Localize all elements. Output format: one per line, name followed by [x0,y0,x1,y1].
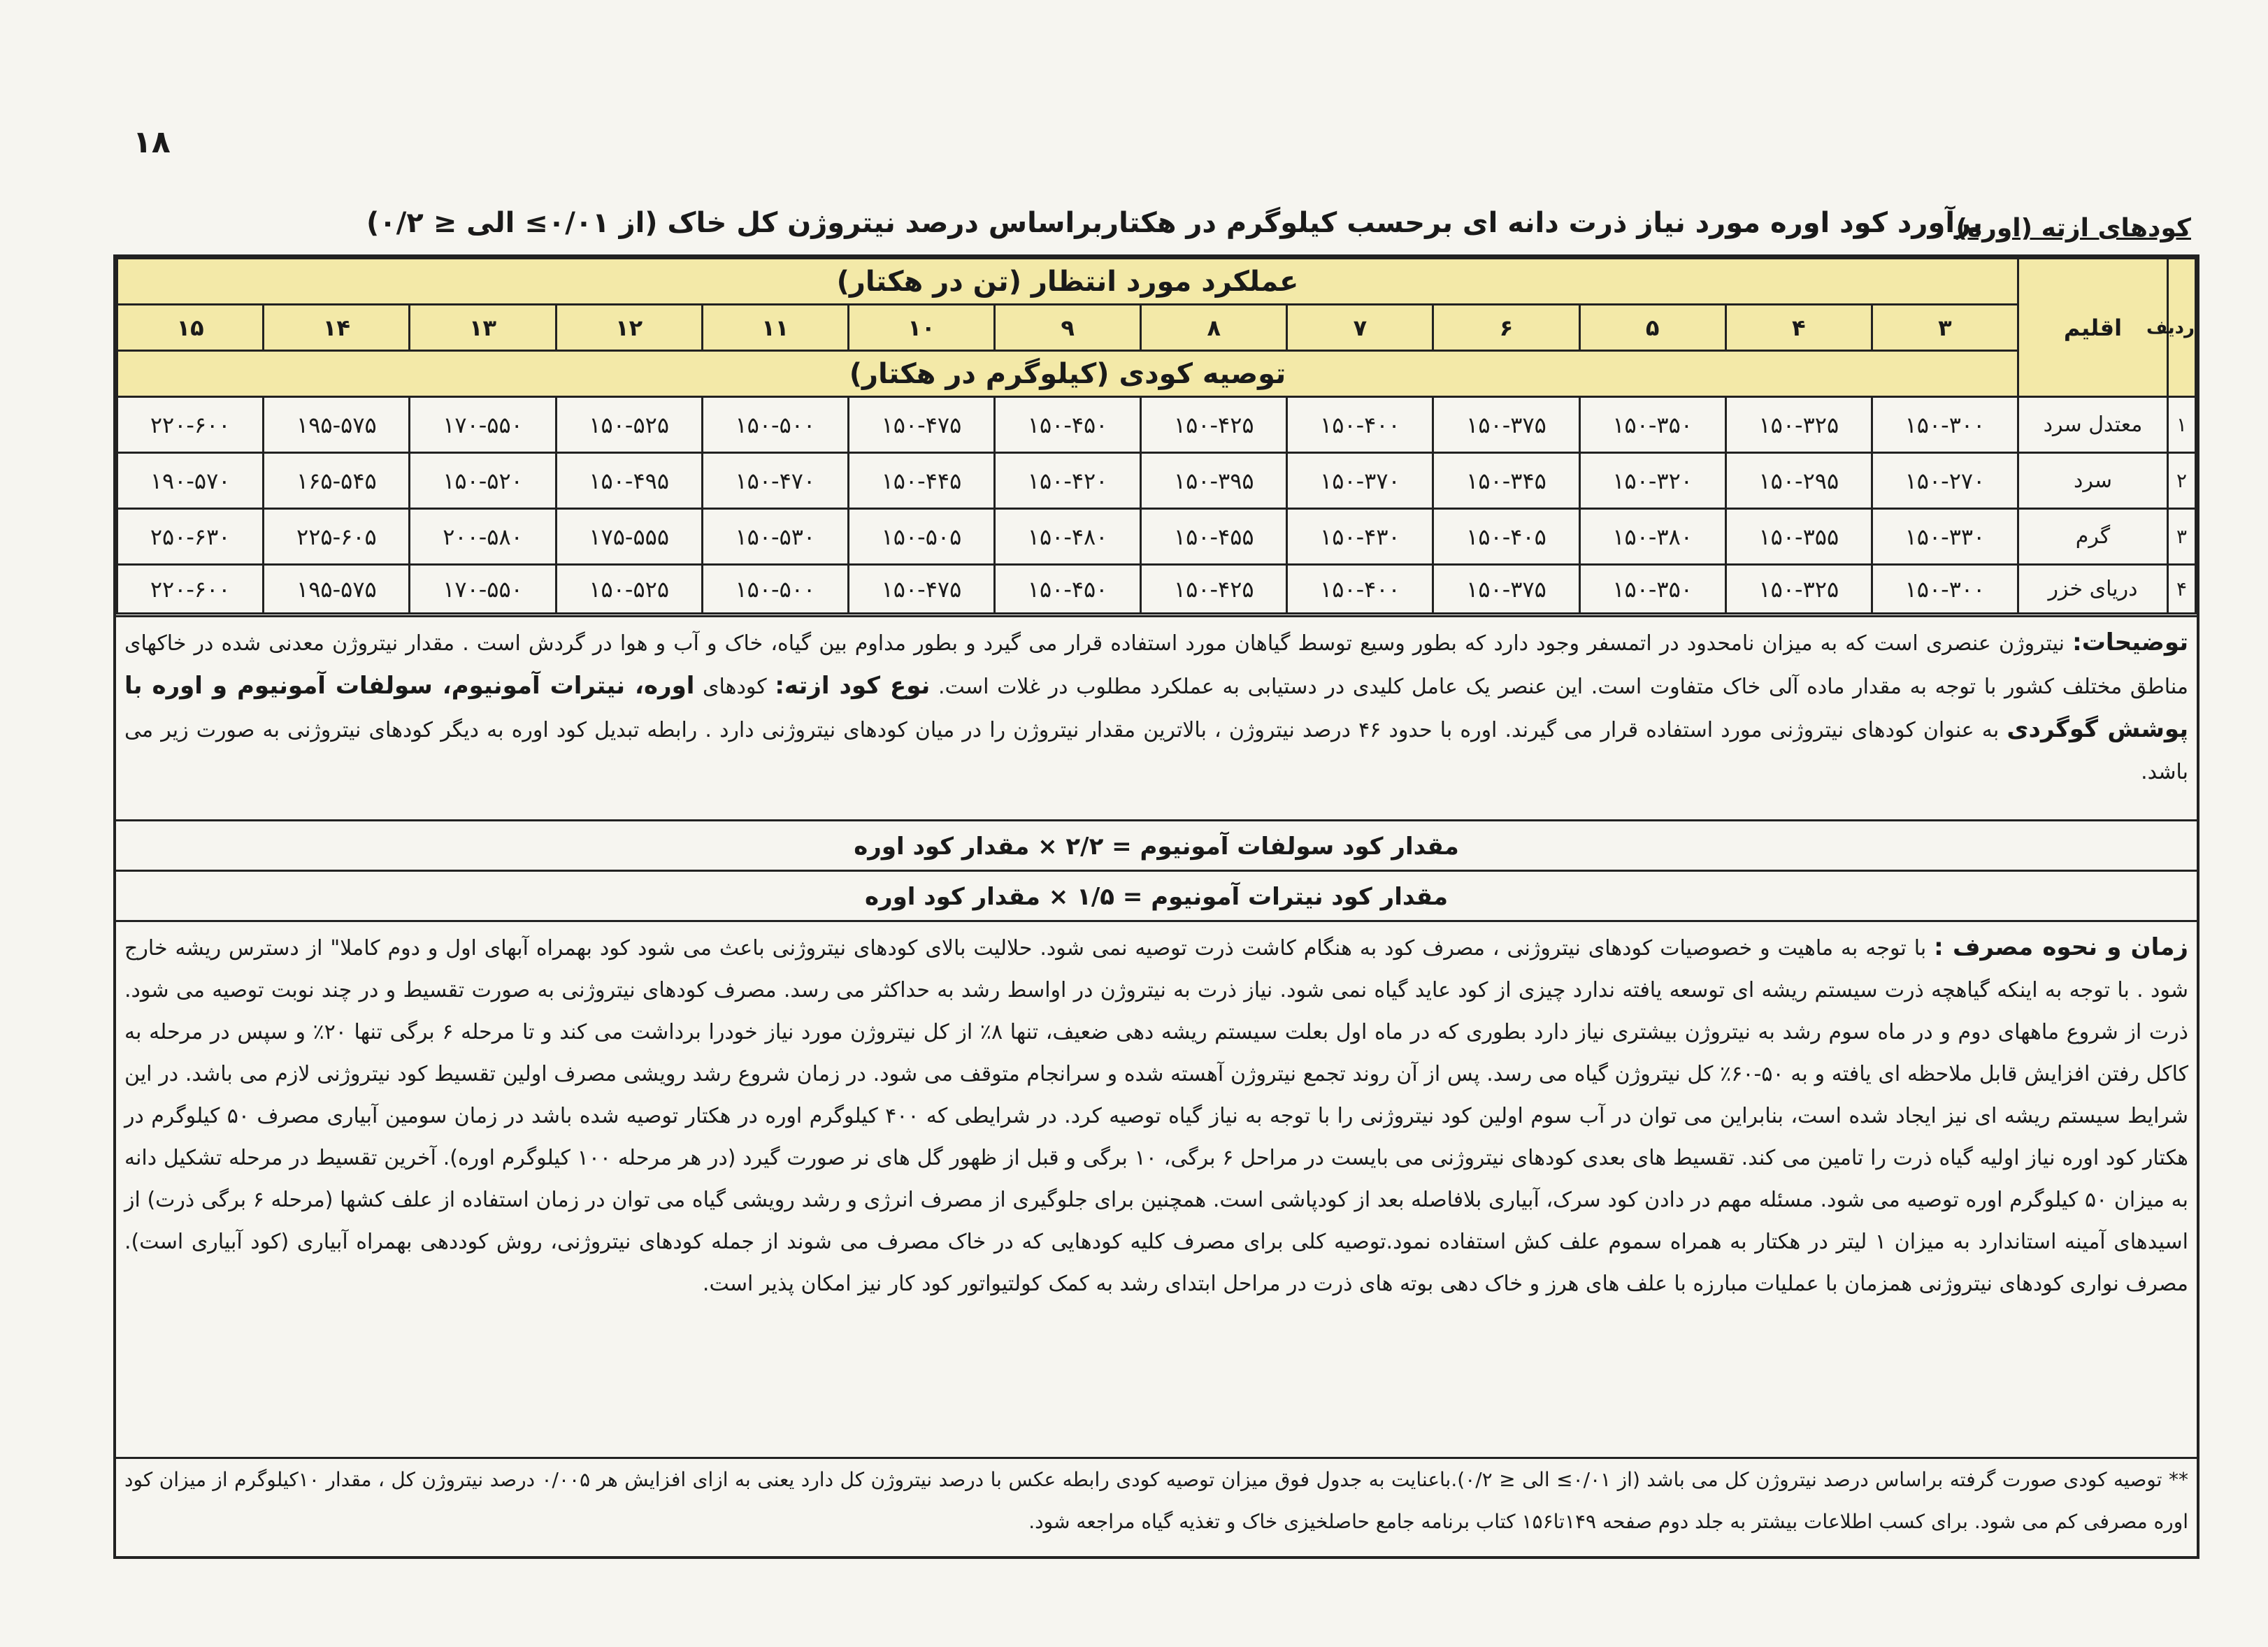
fertilizer-table [116,257,2197,614]
rate-cell: ۱۷۰-۵۵۰ [410,565,556,614]
rate-cell: ۲۲۵-۶۰۵ [264,509,410,565]
rate-cell: ۱۵۰-۴۹۵ [556,453,702,509]
explanations-text-1: نیتروژن عنصری است که به میزان نامحدود در اتمسفر وجود دارد که بطور وسیع توسط گیاهان مورد استفاده قرار می گیرد و بطور مداوم بین گیاه، خاک و آب و هوا در گردش است . مقدار نیتروژن معدنی شده در خاکهای مناطق مختلف کشور با توجه به مقدار ماده آلی خاک متفاوت است. این عنصر یک عامل کلیدی در دستیابی به عملکرد مطلوب در غلات است. [124,631,2188,699]
rate-cell: ۱۵۰-۴۵۰ [995,565,1141,614]
row-number-header: ردیف [2168,259,2196,397]
table-row [117,565,2196,614]
fertilizer-header: توصیه کودی (کیلوگرم در هکتار) [117,351,2018,397]
rate-cell: ۲۰۰-۵۸۰ [410,509,556,565]
explanations-block [116,615,2197,819]
rate-cell: ۱۵۰-۴۵۰ [995,397,1141,453]
rate-cell: ۱۵۰-۳۸۰ [1579,509,1725,565]
rate-cell: ۱۶۵-۵۴۵ [264,453,410,509]
table-row [117,453,2196,509]
rate-cell: ۱۵۰-۴۷۰ [702,453,848,509]
explanations-heading: توضیحات: [2072,628,2188,656]
yield-values-row [117,305,2196,351]
rate-cell: ۱۵۰-۴۲۵ [1141,397,1287,453]
rate-cell: ۱۷۰-۵۵۰ [410,397,556,453]
rate-cell: ۱۵۰-۳۰۰ [1872,565,2018,614]
rate-cell: ۱۵۰-۳۷۵ [1433,565,1579,614]
yield-cell: ۱۱ [702,305,848,351]
yield-cell: ۱۳ [410,305,556,351]
rate-cell: ۱۵۰-۴۷۵ [848,397,994,453]
rate-cell: ۱۵۰-۳۹۵ [1141,453,1287,509]
rate-cell: ۱۹۵-۵۷۵ [264,565,410,614]
timing-heading: زمان و نحوه مصرف : [1934,933,2188,961]
rate-cell: ۱۵۰-۳۵۰ [1579,397,1725,453]
rate-cell: ۱۵۰-۵۰۰ [702,397,848,453]
rate-cell: ۱۵۰-۳۰۰ [1872,397,2018,453]
rate-cell: ۱۵۰-۳۷۰ [1287,453,1433,509]
rate-cell: ۱۵۰-۵۳۰ [702,509,848,565]
fertilizer-types: اوره، نیترات آمونیوم، سولفات آمونیوم و اوره با پوشش گوگردی [124,672,2188,743]
rate-cell: ۱۵۰-۳۲۰ [1579,453,1725,509]
rate-cell: ۱۵۰-۵۲۵ [556,565,702,614]
yield-cell: ۱۰ [848,305,994,351]
region-cell: معتدل سرد [2018,397,2168,453]
row-number: ۲ [2168,453,2196,509]
yield-cell: ۶ [1433,305,1579,351]
rate-cell: ۱۵۰-۳۴۵ [1433,453,1579,509]
rate-cell: ۱۵۰-۴۳۰ [1287,509,1433,565]
region-cell: گرم [2018,509,2168,565]
content-frame [113,254,2199,1559]
rate-cell: ۱۵۰-۲۷۰ [1872,453,2018,509]
fertilizer-type-heading: نوع کود ازته: [775,672,931,700]
rate-cell: ۲۲۰-۶۰۰ [117,565,264,614]
document-title: برآورد کود اوره مورد نیاز ذرت دانه ای برحسب کیلوگرم در هکتاربراساس درصد نیتروژن کل خاک (از ۰/۰۱≥ الی ≤ ۰/۲) [366,207,1983,239]
rate-cell: ۱۹۰-۵۷۰ [117,453,264,509]
rate-cell: ۱۵۰-۲۹۵ [1725,453,1872,509]
rate-cell: ۱۵۰-۳۵۵ [1725,509,1872,565]
page-number: ۱۸ [133,124,171,160]
yield-cell: ۴ [1725,305,1872,351]
row-number: ۳ [2168,509,2196,565]
row-number: ۴ [2168,565,2196,614]
row-number: ۱ [2168,397,2196,453]
yield-cell: ۸ [1141,305,1287,351]
timing-text: با توجه به ماهیت و خصوصیات کودهای نیتروژنی ، مصرف کود به هنگام کاشت ذرت توصیه نمی شود. حلالیت بالای کودهای نیتروژنی باعث می شود کود بهمراه آبهای اول و دوم کاملا" از دسترس ریشه خارج شود . با توجه به اینکه گیاهچه ذرت سیستم ریشه ای توسعه یافته ندارد چیزی از کود عاید گیاه نمی شود. نیاز ذرت به نیتروژن در اواسط رشد به حداکثر می رسد. مصرف کودهای نیتروژنی به صورت تقسیط و در چند نوبت توصیه می شود. ذرت از شروع ماههای دوم و در ماه سوم رشد به نیتروژن بیشتری نیاز دارد بطوری که در ماه اول بعلت سیستم ریشه دهی ضعیف، تنها ۸٪ از کل نیتروژن مورد نیاز خودرا برداشت می کند و تا مرحله ۶ برگی تنها ۲۰٪ و سپس در مرحله به کاکل رفتن افزایش قابل ملاحظه ای یافته و به ۵۰-۶۰٪ کل نیتروژن گیاه می رسد. پس از آن روند تجمع نیتروژن آهسته شده و سرانجام متوقف می شود. در زمان شروع رشد رویشی مصرف اولین تقسیط کود نیتروژنی لازم می باشد. در این شرایط سیستم ریشه ای نیز ایجاد شده است، بنابراین می توان در آب سوم اولین کود نیتروژنی را با توجه به نیاز گیاه توصیه کرد. در شرایطی که ۴۰۰ کیلوگرم اوره در هکتار توصیه شده باشد در زمان سومین آبیاری مصرف ۵۰ کیلوگرم در هکتار کود اوره نیاز اولیه گیاه ذرت را تامین می کند. تقسیط های بعدی کودهای نیتروژنی می بایست در مراحل ۶ برگی، ۱۰ برگی و قبل از ظهور گل های نر صورت گیرد (در هر مرحله ۱۰۰ کیلوگرم اوره). آخرین تقسیط در مرحله تشکیل دانه به میزان ۵۰ کیلوگرم اوره توصیه می شود. مسئله مهم در دادن کود سرک، آبیاری بلافاصله بعد از کودپاشی است. همچنین برای جلوگیری از مصرف انرژی و رشد رویشی گیاه می توان در زمان استفاده از علف کشها (مرحله ۶ برگی ذرت) از اسیدهای آمینه استاندارد به میزان ۱ لیتر در هکتار به همراه سموم علف کش استفاده نمود.توصیه کلی برای مصرف کلیه کودهایی که در خاک مصرف می شوند از جمله کودهای نیتروژنی، روش کوددهی بهمراه آبیاری (کود آبیاری است). مصرف نواری کودهای نیتروژنی همزمان با عملیات مبارزه با علف های هرز و خاک دهی بوته های ذرت در مراحل ابتدای رشد به کمک کولتیواتور کود کار نیز امکان پذیر است. [124,936,2189,1296]
yield-cell: ۱۵ [117,305,264,351]
yield-cell: ۱۲ [556,305,702,351]
rate-cell: ۱۵۰-۵۰۵ [848,509,994,565]
rate-cell: ۱۵۰-۴۴۵ [848,453,994,509]
rate-cell: ۱۵۰-۳۲۵ [1725,565,1872,614]
rate-cell: ۲۵۰-۶۳۰ [117,509,264,565]
rate-cell: ۱۵۰-۳۵۰ [1579,565,1725,614]
yield-header: عملکرد مورد انتظار (تن در هکتار) [117,259,2018,305]
timing-block [116,920,2197,1423]
explanations-text-2: کودهای [694,675,775,699]
yield-cell: ۵ [1579,305,1725,351]
rate-cell: ۱۵۰-۴۰۰ [1287,397,1433,453]
rate-cell: ۱۹۵-۵۷۵ [264,397,410,453]
rate-cell: ۱۵۰-۴۰۵ [1433,509,1579,565]
rate-cell: ۱۵۰-۳۷۵ [1433,397,1579,453]
formula-ammonium-sulfate: مقدار کود سولفات آمونیوم = ۲/۲ × مقدار کود اوره [116,819,2197,870]
table-row [117,509,2196,565]
rate-cell: ۱۵۰-۳۲۵ [1725,397,1872,453]
rate-cell: ۱۵۰-۳۳۰ [1872,509,2018,565]
rate-cell: ۱۵۰-۵۲۰ [410,453,556,509]
formula-ammonium-nitrate: مقدار کود نیترات آمونیوم = ۱/۵ × مقدار کود اوره [116,870,2197,920]
rate-cell: ۱۵۰-۵۰۰ [702,565,848,614]
yield-cell: ۳ [1872,305,2018,351]
rate-cell: ۱۵۰-۴۷۵ [848,565,994,614]
region-cell: سرد [2018,453,2168,509]
explanations-text-3: به عنوان کودهای نیتروژنی مورد استفاده قرار می گیرند. اوره با حدود ۴۶ درصد نیتروژن ، بالاترین مقدار نیتروژن را در میان کودهای نیتروژنی دارد . رابطه تبدیل کود اوره به دیگر کودهای نیتروژنی به صورت زیر می باشد. [124,718,2188,784]
rate-cell: ۲۲۰-۶۰۰ [117,397,264,453]
table-row [117,397,2196,453]
yield-cell: ۷ [1287,305,1433,351]
rate-cell: ۱۵۰-۴۲۵ [1141,565,1287,614]
rate-cell: ۱۵۰-۴۲۰ [995,453,1141,509]
rate-cell: ۱۷۵-۵۵۵ [556,509,702,565]
region-header: اقلیم [2018,259,2168,397]
footnote: ** توصیه کودی صورت گرفته براساس درصد نیتروژن کل می باشد (از ۰/۰۱≥ الی ≤ ۰/۲).باعنایت به جدول فوق میزان توصیه کودی رابطه عکس با درصد نیتروژن کل دارد یعنی به ازای افزایش هر ۰/۰۰۵ درصد نیتروژن کل ، مقدار ۱۰کیلوگرم از میزان کود اوره مصرفی کم می شود. برای کسب اطلاعات بیشتر به جلد دوم صفحه ۱۴۹تا۱۵۶ کتاب برنامه جامع حاصلخیزی خاک و تغذیه گیاه مراجعه شود. [116,1457,2197,1555]
table-body [117,397,2196,614]
region-cell: دریای خزر [2018,565,2168,614]
yield-cell: ۹ [995,305,1141,351]
rate-cell: ۱۵۰-۴۸۰ [995,509,1141,565]
section-label: کودهای ازته (اوره) [1955,214,2191,243]
yield-cell: ۱۴ [264,305,410,351]
rate-cell: ۱۵۰-۴۰۰ [1287,565,1433,614]
rate-cell: ۱۵۰-۵۲۵ [556,397,702,453]
rate-cell: ۱۵۰-۴۵۵ [1141,509,1287,565]
